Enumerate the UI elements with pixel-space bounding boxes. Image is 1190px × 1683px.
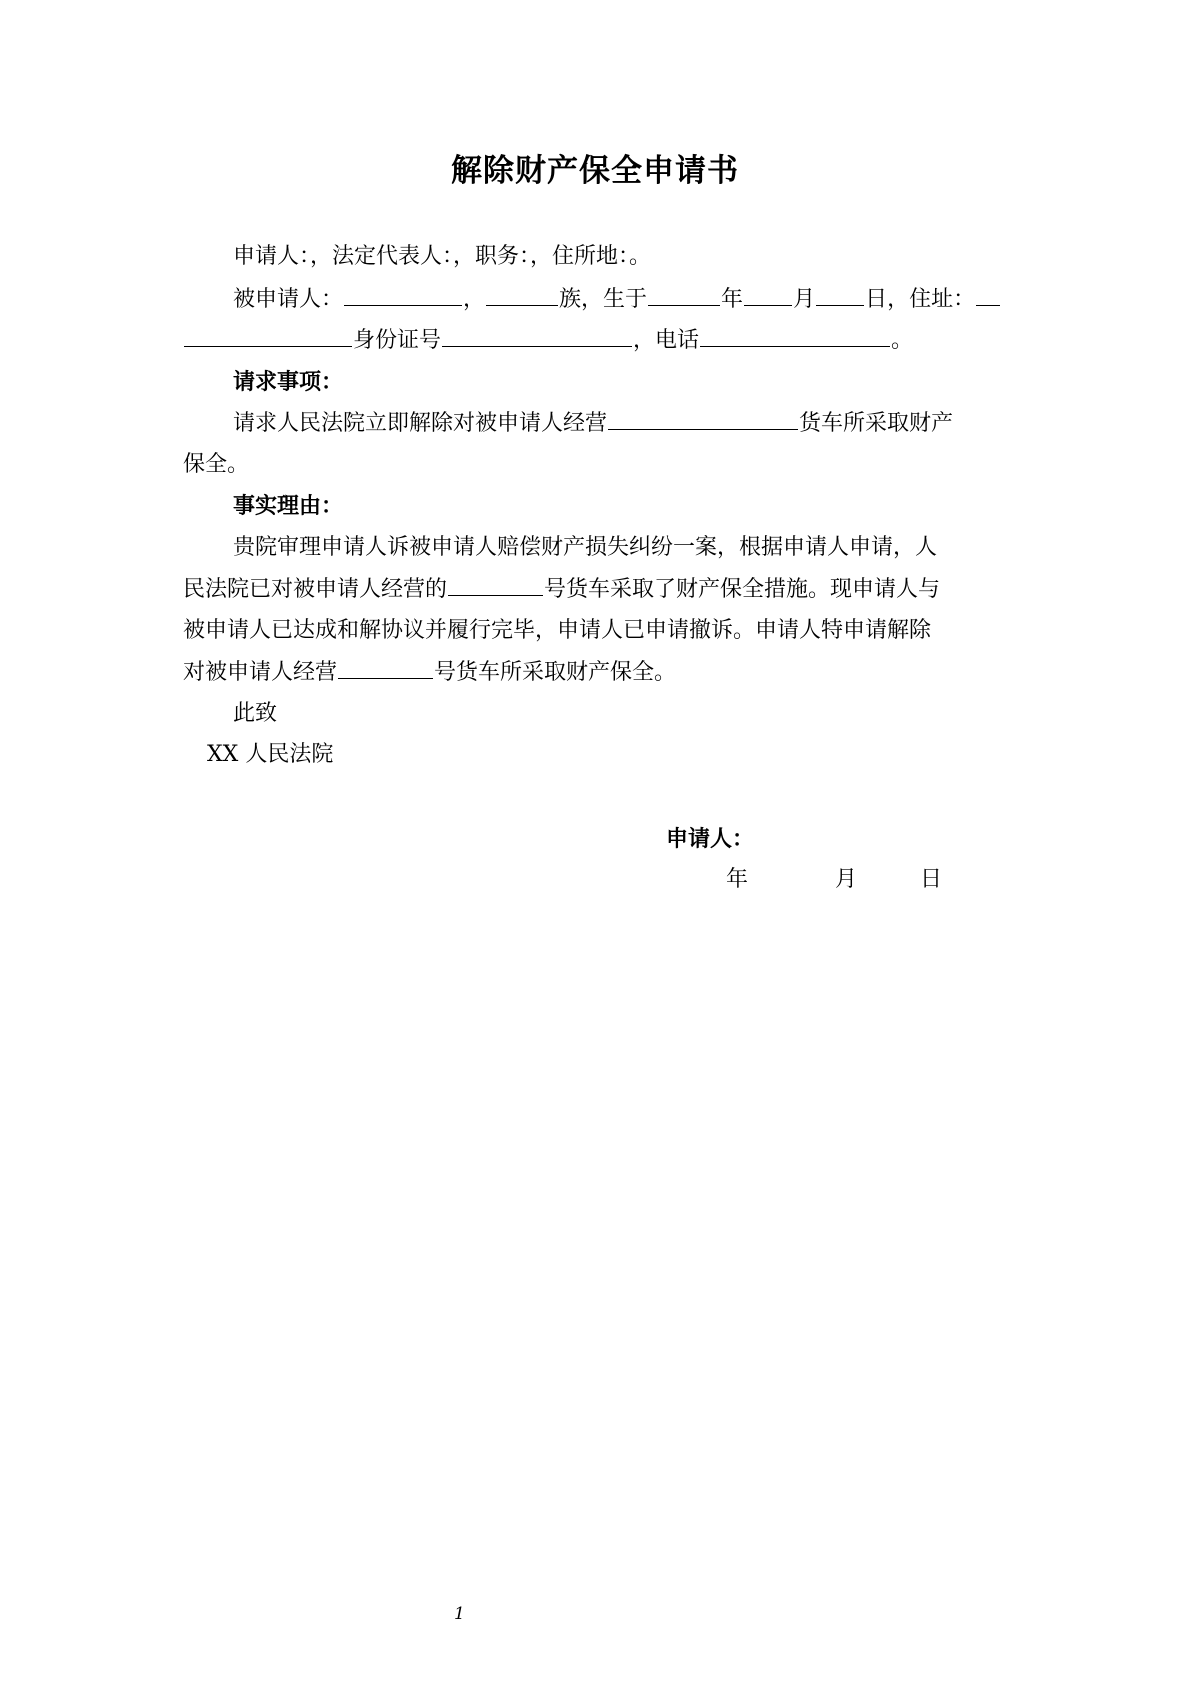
signature-label: 申请人： — [666, 826, 755, 852]
applicant-line: 申请人：，法定代表人：，职务：，住所地：。 — [233, 244, 652, 269]
birth-month-blank — [744, 285, 792, 306]
facts-vehicle-blank-2 — [338, 658, 433, 679]
request-line-1 — [233, 409, 953, 438]
address-blank-end — [184, 326, 352, 347]
facts-line-4-a: 对被申请人经营 — [183, 660, 338, 685]
facts-line-1: 贵院审理申请人诉被申请人赔偿财产损失纠纷一案，根据申请人申请，人 — [233, 535, 938, 560]
respondent-comma: ， — [463, 287, 486, 312]
birth-year-blank — [648, 285, 720, 306]
request-line-2: 保全。 — [183, 452, 250, 477]
facts-heading: 事实理由： — [233, 493, 344, 519]
address-blank-start — [976, 285, 1000, 306]
respondent-name-blank — [344, 285, 462, 306]
id-label: 身份证号 — [353, 328, 442, 353]
facts-line-2-b: 号货车采取了财产保全措施。现申请人与 — [544, 577, 941, 602]
birth-month-label: 月 — [793, 287, 816, 312]
signature-month: 月 — [835, 867, 858, 892]
ethnicity-suffix: 族，生于 — [559, 287, 648, 312]
phone-label: ，电话 — [633, 328, 700, 353]
respondent-label: 被申请人： — [233, 287, 344, 312]
signature-year: 年 — [726, 867, 749, 892]
request-part-1: 请求人民法院立即解除对被申请人经营 — [233, 411, 608, 436]
facts-line-4 — [183, 658, 676, 687]
birth-day-blank — [816, 285, 864, 306]
id-number-blank — [442, 326, 632, 347]
respondent-line-1 — [233, 285, 1001, 314]
facts-line-4-b: 号货车所采取财产保全。 — [434, 660, 677, 685]
facts-line-3: 被申请人已达成和解协议并履行完毕，申请人已申请撤诉。申请人特申请解除 — [183, 618, 932, 643]
day-address-label: 日，住址： — [865, 287, 976, 312]
request-heading: 请求事项： — [233, 369, 344, 395]
request-part-2: 货车所采取财产 — [799, 411, 954, 436]
facts-line-2 — [183, 575, 940, 604]
salutation: 此致 — [233, 701, 278, 726]
phone-blank — [700, 326, 890, 347]
respondent-line-2 — [183, 326, 913, 355]
facts-line-2-a: 民法院已对被申请人经营的 — [183, 577, 448, 602]
court-name: XX 人民法院 — [207, 742, 334, 767]
ethnicity-blank — [486, 285, 558, 306]
birth-year-label: 年 — [721, 287, 744, 312]
facts-vehicle-blank-1 — [448, 575, 543, 596]
document-title: 解除财产保全申请书 — [451, 153, 739, 189]
page-number: 1 — [454, 1604, 465, 1624]
respondent-end: 。 — [891, 328, 914, 353]
signature-day: 日 — [920, 867, 943, 892]
request-vehicle-blank — [608, 409, 798, 430]
